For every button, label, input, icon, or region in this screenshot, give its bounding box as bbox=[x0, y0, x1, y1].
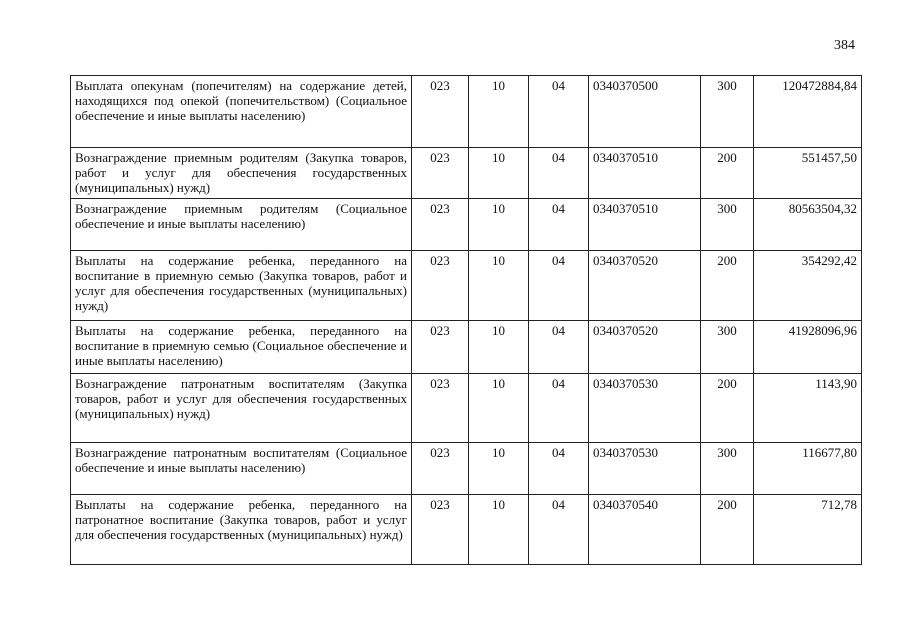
row-description: Выплаты на содержание ребенка, переданного на воспитание в приемную семью (Закупка товаров, работ и услуг для обеспечения государственных (муниципальных) нужд) bbox=[71, 251, 412, 321]
subsection-code: 04 bbox=[529, 374, 589, 443]
section-code: 10 bbox=[469, 148, 529, 199]
amount-value: 712,78 bbox=[754, 495, 862, 565]
target-article-code: 0340370540 bbox=[589, 495, 701, 565]
expense-type-code: 200 bbox=[701, 251, 754, 321]
table-row bbox=[71, 374, 862, 443]
target-article-code: 0340370530 bbox=[589, 374, 701, 443]
ministry-code: 023 bbox=[412, 495, 469, 565]
expense-type-code: 300 bbox=[701, 199, 754, 251]
table-row bbox=[71, 495, 862, 565]
budget-table bbox=[70, 75, 862, 565]
row-description: Вознаграждение приемным родителям (Закупка товаров, работ и услуг для обеспечения государственных (муниципальных) нужд) bbox=[71, 148, 412, 199]
ministry-code: 023 bbox=[412, 321, 469, 374]
expense-type-code: 200 bbox=[701, 148, 754, 199]
target-article-code: 0340370530 bbox=[589, 443, 701, 495]
section-code: 10 bbox=[469, 321, 529, 374]
amount-value: 354292,42 bbox=[754, 251, 862, 321]
subsection-code: 04 bbox=[529, 148, 589, 199]
ministry-code: 023 bbox=[412, 148, 469, 199]
section-code: 10 bbox=[469, 443, 529, 495]
ministry-code: 023 bbox=[412, 443, 469, 495]
row-description: Выплаты на содержание ребенка, переданного на патронатное воспитание (Закупка товаров, работ и услуг для обеспечения государственных (муниципальных) нужд) bbox=[71, 495, 412, 565]
subsection-code: 04 bbox=[529, 76, 589, 148]
table-row bbox=[71, 148, 862, 199]
amount-value: 551457,50 bbox=[754, 148, 862, 199]
ministry-code: 023 bbox=[412, 374, 469, 443]
ministry-code: 023 bbox=[412, 199, 469, 251]
row-description: Вознаграждение патронатным воспитателям (Закупка товаров, работ и услуг для обеспечения государственных (муниципальных) нужд) bbox=[71, 374, 412, 443]
target-article-code: 0340370520 bbox=[589, 321, 701, 374]
target-article-code: 0340370510 bbox=[589, 199, 701, 251]
amount-value: 120472884,84 bbox=[754, 76, 862, 148]
section-code: 10 bbox=[469, 199, 529, 251]
subsection-code: 04 bbox=[529, 321, 589, 374]
row-description: Вознаграждение патронатным воспитателям (Социальное обеспечение и иные выплаты населению) bbox=[71, 443, 412, 495]
table-row bbox=[71, 199, 862, 251]
amount-value: 1143,90 bbox=[754, 374, 862, 443]
target-article-code: 0340370510 bbox=[589, 148, 701, 199]
ministry-code: 023 bbox=[412, 251, 469, 321]
target-article-code: 0340370500 bbox=[589, 76, 701, 148]
section-code: 10 bbox=[469, 251, 529, 321]
table-row bbox=[71, 251, 862, 321]
table-row bbox=[71, 76, 862, 148]
row-description: Выплата опекунам (попечителям) на содержание детей, находящихся под опекой (попечительством) (Социальное обеспечение и иные выплаты населению) bbox=[71, 76, 412, 148]
expense-type-code: 300 bbox=[701, 443, 754, 495]
subsection-code: 04 bbox=[529, 251, 589, 321]
amount-value: 116677,80 bbox=[754, 443, 862, 495]
expense-type-code: 300 bbox=[701, 76, 754, 148]
amount-value: 80563504,32 bbox=[754, 199, 862, 251]
table-row bbox=[71, 321, 862, 374]
row-description: Выплаты на содержание ребенка, переданного на воспитание в приемную семью (Социальное обеспечение и иные выплаты населению) bbox=[71, 321, 412, 374]
subsection-code: 04 bbox=[529, 199, 589, 251]
amount-value: 41928096,96 bbox=[754, 321, 862, 374]
ministry-code: 023 bbox=[412, 76, 469, 148]
section-code: 10 bbox=[469, 374, 529, 443]
section-code: 10 bbox=[469, 495, 529, 565]
section-code: 10 bbox=[469, 76, 529, 148]
expense-type-code: 200 bbox=[701, 495, 754, 565]
row-description: Вознаграждение приемным родителям (Социальное обеспечение и иные выплаты населению) bbox=[71, 199, 412, 251]
page-number: 384 bbox=[834, 38, 855, 53]
table-row bbox=[71, 443, 862, 495]
expense-type-code: 300 bbox=[701, 321, 754, 374]
subsection-code: 04 bbox=[529, 443, 589, 495]
expense-type-code: 200 bbox=[701, 374, 754, 443]
target-article-code: 0340370520 bbox=[589, 251, 701, 321]
subsection-code: 04 bbox=[529, 495, 589, 565]
